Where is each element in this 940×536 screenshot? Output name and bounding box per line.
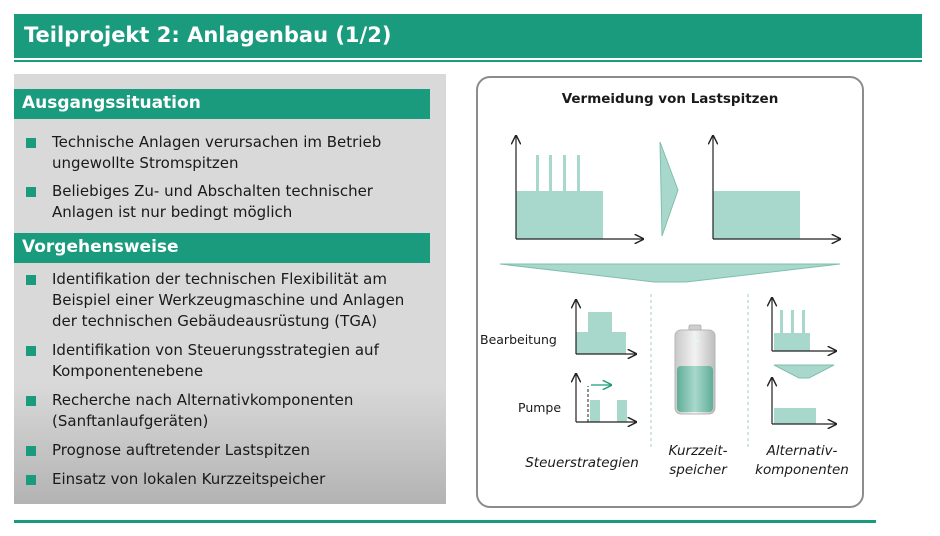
footer-line <box>14 520 876 523</box>
bullet-marker <box>26 346 36 356</box>
left-panel <box>14 74 446 504</box>
label-kurzzeitspeicher: Kurzzeit- speicher <box>668 443 728 478</box>
title-underline <box>14 60 922 62</box>
flat-load-bar <box>713 191 800 239</box>
bullet-text: Identifikation der technischen Flexibilität am Beispiel einer Werkzeugmaschine und Anlagen der technischen Gebäudeausrüstung (TGA) <box>52 270 405 330</box>
label-bearbeitung: Bearbeitung <box>480 332 557 347</box>
bullet-marker <box>26 138 36 148</box>
down-arrow-small <box>774 365 834 378</box>
bullet-marker <box>26 446 36 456</box>
diagram-title: Vermeidung von Lastspitzen <box>561 91 779 107</box>
battery-plus-symbol: + <box>690 334 701 349</box>
chart-alt-flat <box>772 378 836 424</box>
section-header-vorgehensweise <box>14 233 430 263</box>
label-pumpe: Pumpe <box>518 400 562 415</box>
bullet-marker <box>26 475 36 485</box>
label-alternativkomponenten: Alternativ- komponenten <box>755 443 849 478</box>
bullet-marker <box>26 275 36 285</box>
bullet-text: Einsatz von lokalen Kurzzeitspeicher <box>52 470 326 488</box>
bullet-marker <box>26 396 36 406</box>
load-spike <box>549 155 552 191</box>
bullet-text: Beliebiges Zu- und Abschalten technischer Anlagen ist nur bedingt möglich <box>52 182 373 221</box>
title-bar <box>14 14 922 58</box>
bullet-text: Identifikation von Steuerungsstrategien auf Komponentenebene <box>52 341 379 380</box>
chart-bearbeitung <box>576 300 636 354</box>
base-load-bar <box>516 191 603 239</box>
chart-pumpe <box>576 374 636 422</box>
transition-arrow <box>660 142 678 236</box>
load-spike <box>577 155 580 191</box>
section-heading: Ausgangssituation <box>22 93 201 113</box>
chart-with-spikes <box>516 136 643 239</box>
bullet-text: Recherche nach Alternativkomponenten (Sanftanlaufgeräten) <box>52 391 354 430</box>
bullet-text: Technische Anlagen verursachen im Betrieb ungewollte Stromspitzen <box>52 133 382 172</box>
label-steuerstrategien: Steuerstrategien <box>525 455 639 471</box>
slide-title: Teilprojekt 2: Anlagenbau (1/2) <box>24 23 392 47</box>
chart-alt-spikes <box>772 298 836 351</box>
down-arrow-wide <box>500 264 840 282</box>
diagram-panel <box>476 76 864 508</box>
section-heading: Vorgehensweise <box>22 237 179 257</box>
section-header-ausgangssituation <box>14 89 430 119</box>
bullet-marker <box>26 187 36 197</box>
bullet-text: Prognose auftretender Lastspitzen <box>52 441 311 459</box>
chart-flat-load <box>713 136 840 239</box>
load-spike <box>536 155 539 191</box>
load-spike <box>563 155 566 191</box>
